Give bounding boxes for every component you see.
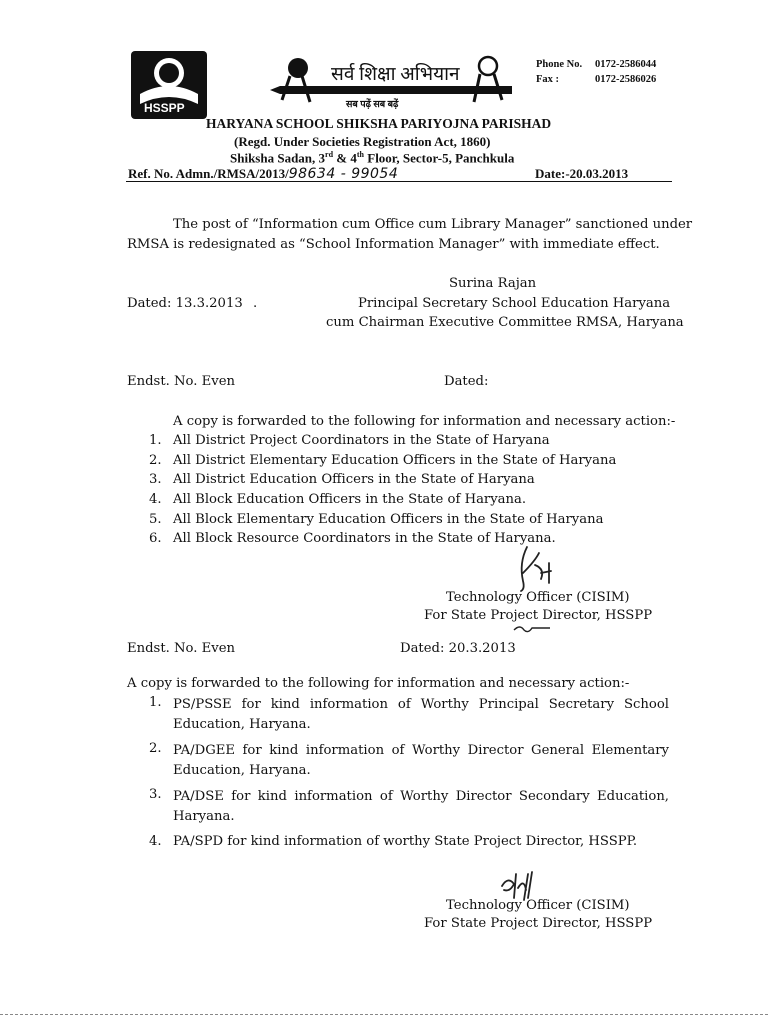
list-number: 6. — [149, 531, 162, 546]
list-number: 1. — [149, 695, 162, 710]
list-number: 2. — [149, 741, 162, 756]
list-text: All Block Resource Coordinators in the State of Haryana. — [173, 531, 556, 546]
list-text: PA/DSE for kind information of Worthy Director Secondary Education, Haryana. — [173, 789, 669, 824]
ssa-emblem — [262, 50, 517, 112]
list-number: 5. — [149, 512, 162, 527]
phone-label: Phone No. — [536, 59, 583, 70]
sig-title-1a: Technology Officer (CISIM) — [446, 590, 630, 605]
hsspp-logo — [130, 50, 208, 120]
list-item — [149, 453, 616, 468]
order-dated: Dated: 13.3.2013 — [127, 296, 243, 311]
signatory-title-1: Principal Secretary School Education Haryana — [358, 296, 671, 311]
list-item — [149, 492, 526, 507]
order-line-1: The post of “Information cum Office cum Library Manager” sanctioned under — [173, 217, 693, 232]
list-number: 4. — [149, 492, 162, 507]
endst-number-2: Endst. No. Even — [127, 641, 236, 656]
phone-number: 0172-2586044 — [595, 59, 657, 70]
ref-number — [128, 166, 398, 182]
address-part-2: & 4 — [333, 150, 357, 166]
endst-dated-2: Dated: 20.3.2013 — [400, 641, 516, 656]
list-item — [149, 741, 669, 781]
list-number: 3. — [149, 472, 162, 487]
registration-line: (Regd. Under Societies Registration Act, 1860) — [234, 134, 491, 149]
list-item — [149, 787, 669, 827]
fax-number: 0172-2586026 — [595, 74, 657, 85]
list-item — [149, 512, 603, 527]
initials-mark — [512, 622, 552, 636]
fax-label: Fax : — [536, 74, 560, 85]
endst-intro-1: A copy is forwarded to the following for information and necessary action:- — [173, 414, 676, 429]
list-item — [149, 695, 669, 735]
sig-title-2b: For State Project Director, HSSPP — [424, 916, 653, 931]
list-text: All Block Education Officers in the State of Haryana. — [173, 492, 527, 507]
hindi-title: सर्व शिक्षा अभियान — [328, 60, 463, 86]
list-text: PA/DGEE for kind information of Worthy Director General Elementary Education, Haryana. — [173, 743, 669, 778]
list-text: All District Education Officers in the State of Haryana — [173, 472, 535, 487]
list-item — [149, 834, 637, 849]
list-item — [149, 472, 535, 487]
list-text: PS/PSSE for kind information of Worthy Principal Secretary School Education, Haryana. — [173, 697, 669, 732]
endst-dated-1: Dated: — [444, 374, 489, 389]
list-number: 2. — [149, 453, 162, 468]
address-sup-1: rd — [325, 150, 334, 159]
signatory-name: Surina Rajan — [449, 276, 537, 291]
logo-text: HSSPP — [144, 101, 185, 115]
list-text: All District Elementary Education Officers in the State of Haryana — [173, 453, 617, 468]
list-text: All District Project Coordinators in the State of Haryana — [173, 433, 550, 448]
list-text: PA/SPD for kind information of worthy State Project Director, HSSPP. — [173, 834, 638, 849]
letter-date: Date:-20.03.2013 — [535, 166, 629, 181]
list-item — [149, 433, 550, 448]
sig-title-2a: Technology Officer (CISIM) — [446, 898, 630, 913]
signatory-title-2: cum Chairman Executive Committee RMSA, Haryana — [326, 315, 684, 330]
list-text: All Block Elementary Education Officers in the State of Haryana — [173, 512, 604, 527]
org-name: HARYANA SCHOOL SHIKSHA PARIYOJNA PARISHAD — [206, 116, 552, 131]
hindi-tagline: सब पढ़ें सब बढ़ें — [346, 100, 399, 110]
ref-handwritten: 98634 - 99054 — [288, 166, 399, 182]
address-part-3: Floor, Sector-5, Panchkula — [364, 150, 515, 166]
sig-title-1b: For State Project Director, HSSPP — [424, 608, 653, 623]
ref-label: Ref. No. Admn./RMSA/2013/ — [128, 166, 289, 181]
address-sup-2: th — [356, 150, 364, 159]
endst-intro-2: A copy is forwarded to the following for information and necessary action:- — [127, 676, 630, 691]
page-bottom-edge — [0, 1014, 768, 1015]
address-part-1: Shiksha Sadan, 3 — [230, 150, 326, 166]
header-rule — [126, 181, 672, 182]
order-line-2: RMSA is redesignated as “School Information Manager” with immediate effect. — [127, 237, 660, 252]
address-line — [230, 150, 514, 166]
endst-number-1: Endst. No. Even — [127, 374, 236, 389]
list-number: 3. — [149, 787, 162, 802]
list-number: 4. — [149, 834, 162, 849]
list-number: 1. — [149, 433, 162, 448]
list-item — [149, 531, 556, 546]
order-dot: . — [253, 296, 258, 311]
signature-1 — [505, 543, 565, 593]
